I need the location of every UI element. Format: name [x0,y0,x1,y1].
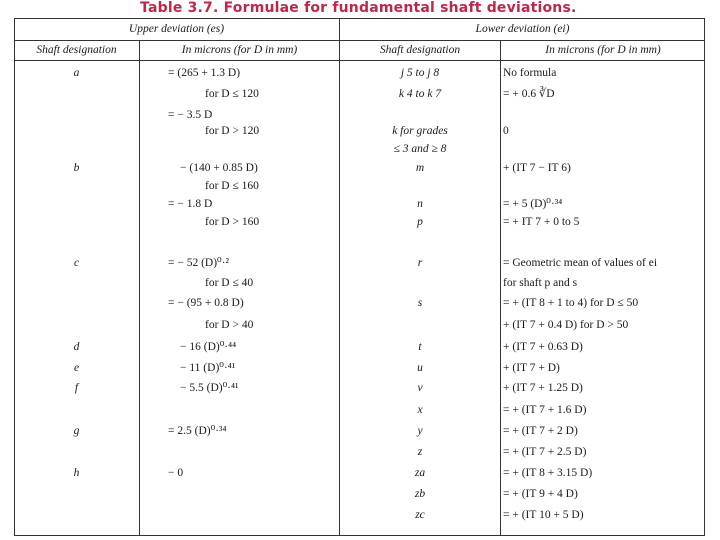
upper-deviation-formula: for D > 160 [205,216,260,228]
lower-deviation-formula: = Geometric mean of values of ei [503,257,658,269]
lower-deviation-formula: = + (IT 8 + 1 to 4) for D ≤ 50 [503,297,639,309]
shaft-designation-lower: z [417,446,423,458]
shaft-designation-lower: k for grades [392,125,448,137]
upper-deviation-formula: = − 1.8 D [168,198,213,210]
upper-deviation-formula: = 2.5 (D)⁰·³⁴ [168,425,227,437]
lower-deviation-formula: for shaft p and s [503,277,578,289]
lower-deviation-formula: 0 [503,125,509,137]
upper-deviation-formula: for D > 40 [205,319,254,331]
shaft-designation-lower: r [417,257,423,269]
shaft-designation-lower: t [418,341,422,353]
shaft-designation-lower: zb [414,488,426,500]
col-header-microns-left: In microns (for D in mm) [181,44,298,56]
upper-deviation-formula: − 11 (D)⁰·⁴¹ [180,362,236,374]
shaft-designation-lower: v [417,382,423,394]
lower-deviation-formula: + (IT 7 + 1.25 D) [503,382,583,394]
table-title: Table 3.7. Formulae for fundamental shaft deviations. [140,0,577,16]
lower-deviation-formula: = + 0.6 ∛D [503,88,555,100]
shaft-designation-upper: d [73,341,80,353]
upper-deviation-formula: for D ≤ 160 [205,180,259,192]
lower-deviation-formula: = + (IT 7 + 2.5 D) [503,446,587,458]
upper-deviation-formula: for D > 120 [205,125,260,137]
header-divider [14,40,705,41]
lower-deviation-formula: + (IT 7 + D) [503,362,560,374]
lower-deviation-formula: = + IT 7 + 0 to 5 [503,216,580,228]
shaft-designation-lower: za [414,467,426,479]
lower-deviation-formula: + (IT 7 + 0.63 D) [503,341,583,353]
col-header-microns-right: In microns (for D in mm) [545,44,661,56]
lower-deviation-formula: = + (IT 9 + 4 D) [503,488,578,500]
upper-deviation-formula: for D ≤ 40 [205,277,254,289]
subheader-divider [14,60,705,61]
upper-deviation-formula: − (140 + 0.85 D) [180,162,258,174]
upper-deviation-formula: for D ≤ 120 [205,88,259,100]
col-header-shaft-right: Shaft designation [379,44,461,56]
lower-deviation-header: Lower deviation (ei) [475,23,570,35]
shaft-designation-lower: ≤ 3 and ≥ 8 [393,143,447,155]
lower-deviation-formula: = + (IT 7 + 1.6 D) [503,404,587,416]
shaft-designation-lower: p [417,216,423,228]
upper-deviation-formula: − 5.5 (D)⁰·⁴¹ [180,382,239,394]
shaft-designation-lower: u [417,362,423,374]
shaft-designation-lower: zc [415,509,425,521]
shaft-designation-upper: c [73,257,80,269]
upper-deviation-formula: − 0 [168,467,184,479]
shaft-designation-upper: g [73,425,80,437]
shaft-designation-lower: x [417,404,423,416]
lower-deviation-formula: = + (IT 7 + 2 D) [503,425,578,437]
upper-deviation-formula: = − 3.5 D [168,109,213,121]
lower-deviation-formula: = + (IT 8 + 3.15 D) [503,467,593,479]
upper-deviation-formula: − 16 (D)⁰·⁴⁴ [180,341,237,353]
shaft-designation-upper: b [73,162,80,174]
upper-deviation-formula: = − 52 (D)⁰·² [168,257,229,269]
shaft-designation-lower: s [417,297,423,309]
shaft-designation-lower: m [415,162,425,174]
lower-deviation-formula: = + 5 (D)⁰·³⁴ [503,198,563,210]
lower-deviation-formula: No formula [503,67,557,79]
lower-deviation-formula: + (IT 7 + 0.4 D) for D > 50 [503,319,629,331]
shaft-designation-lower: j 5 to j 8 [400,67,440,79]
lower-deviation-formula: + (IT 7 − IT 6) [503,162,571,174]
shaft-designation-upper: e [73,362,80,374]
shaft-designation-upper: f [74,382,79,394]
lower-deviation-formula: = + (IT 10 + 5 D) [503,509,584,521]
upper-deviation-formula: = (265 + 1.3 D) [168,67,241,79]
upper-deviation-header: Upper deviation (es) [128,23,225,35]
col-divider-1 [139,40,140,536]
shaft-designation-lower: y [417,425,423,437]
col-header-shaft-left: Shaft designation [36,44,117,56]
upper-deviation-formula: = − (95 + 0.8 D) [168,297,244,309]
shaft-designation-lower: k 4 to k 7 [398,88,442,100]
shaft-designation-lower: n [417,198,423,210]
shaft-designation-upper: h [73,467,80,479]
shaft-designation-upper: a [73,67,80,79]
col-divider-3 [500,40,501,536]
